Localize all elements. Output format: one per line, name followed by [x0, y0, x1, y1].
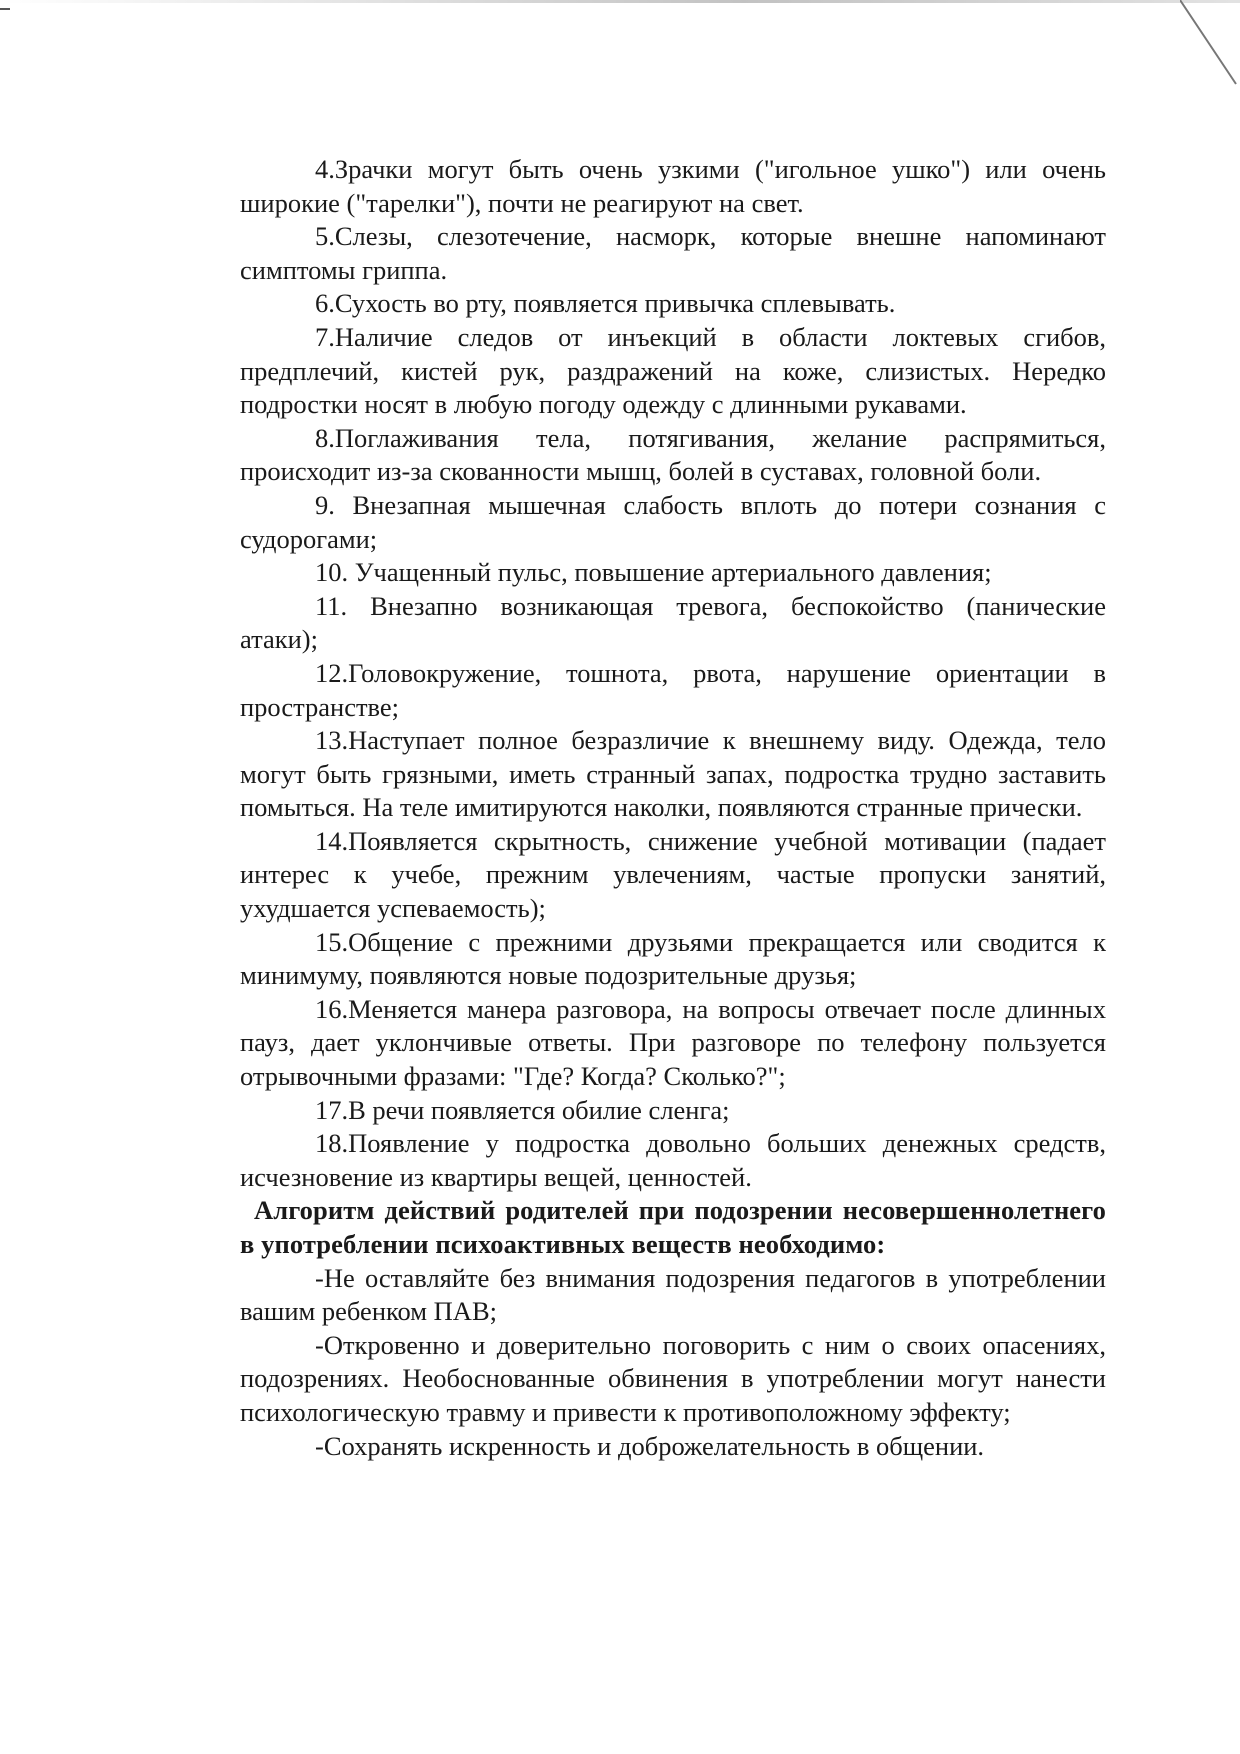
symptom-paragraph: 17.В речи появляется обилие сленга; — [315, 1094, 730, 1125]
action-paragraph: -Не оставляйте без внимания подозрения педагогов в употреблении вашим ребенком ПАВ; — [240, 1262, 1106, 1327]
document-body — [240, 153, 1106, 1463]
section-heading: Алгоритм действий родителей при подозрении несовершеннолетнего в употреблении психоактивных веществ необходимо: — [240, 1195, 1106, 1259]
scan-top-edge — [0, 0, 1240, 3]
symptom-paragraph: 9. Внезапная мышечная слабость вплоть до потери сознания с судорогами; — [240, 489, 1106, 554]
symptom-paragraph: 7.Наличие следов от инъекций в области локтевых сгибов, предплечий, кистей рук, раздражений на коже, слизистых. Нередко подростки носят в любую погоду одежду с длинными рукавами. — [240, 321, 1106, 420]
symptom-paragraph: 4.Зрачки могут быть очень узкими ("игольное ушко") или очень широкие ("тарелки"), почти не реагируют на свет. — [240, 154, 1106, 218]
symptom-paragraph: 16.Меняется манера разговора, на вопросы отвечает после длинных пауз, дает уклончивые ответы. При разговоре по телефону пользуется отрывочными фразами: "Где? Когда? Сколько?"; — [240, 993, 1106, 1092]
symptom-paragraph: 15.Общение с прежними друзьями прекращается или сводится к минимуму, появляются новые подозрительные друзья; — [240, 926, 1106, 991]
symptom-paragraph: 18.Появление у подростка довольно больших денежных средств, исчезновение из квартиры вещей, ценностей. — [240, 1128, 1106, 1192]
scan-fold-line — [1180, 0, 1240, 90]
action-paragraph: -Откровенно и доверительно поговорить с ним о своих опасениях, подозрениях. Необоснованные обвинения в употреблении могут нанести психологическую травму и привести к противоположному эффекту; — [240, 1329, 1106, 1427]
symptom-paragraph: 6.Сухость во рту, появляется привычка сплевывать. — [315, 288, 896, 319]
symptom-paragraph: 11. Внезапно возникающая тревога, беспокойство (панические атаки); — [240, 590, 1106, 655]
scan-mark — [0, 8, 10, 10]
symptom-paragraph: 5.Слезы, слезотечение, насморк, которые внешне напоминают симптомы гриппа. — [240, 221, 1106, 285]
symptom-paragraph: 10. Учащенный пульс, повышение артериального давления; — [315, 557, 992, 588]
symptom-paragraph: 12.Головокружение, тошнота, рвота, нарушение ориентации в пространстве; — [240, 657, 1106, 722]
symptom-paragraph: 13.Наступает полное безразличие к внешнему виду. Одежда, тело могут быть грязными, иметь странный запах, подростка трудно заставить помыться. На теле имитируются наколки, появляются странные прически. — [240, 725, 1106, 823]
symptom-paragraph: 14.Появляется скрытность, снижение учебной мотивации (падает интерес к учебе, прежним увлечениям, частые пропуски занятий, ухудшается успеваемость); — [240, 825, 1106, 924]
action-paragraph: -Сохранять искренность и доброжелательность в общении. — [315, 1430, 985, 1461]
symptom-paragraph: 8.Поглаживания тела, потягивания, желание распрямиться, происходит из-за скованности мышц, болей в суставах, головной боли. — [240, 422, 1106, 487]
